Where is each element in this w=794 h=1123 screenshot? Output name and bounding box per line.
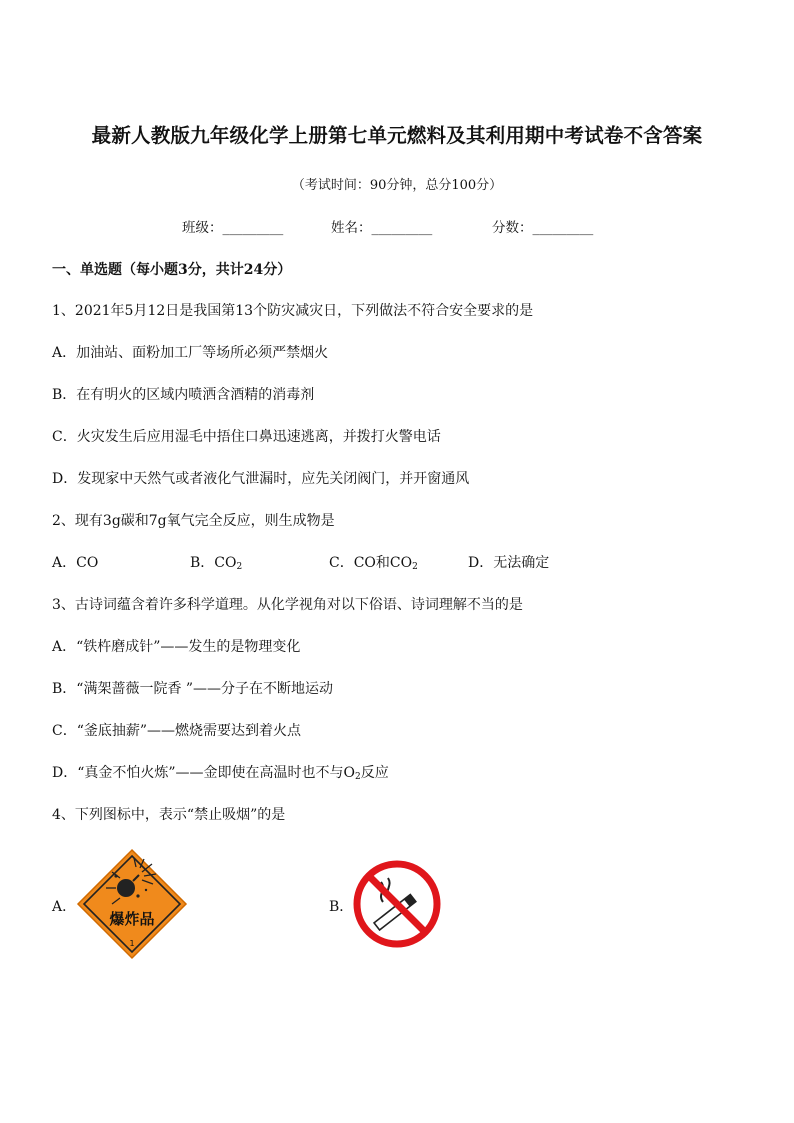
explosive-sign-number: 1 [129, 939, 135, 948]
q1-option-b: B．在有明火的区域内喷洒含酒精的消毒剂 [52, 387, 315, 403]
q4-option-a-label: A． [52, 899, 77, 915]
name-field: 姓名：_________ [331, 220, 433, 236]
q4-stem: 4、下列图标中，表示“禁止吸烟”的是 [52, 807, 286, 823]
explosive-sign-text: 爆炸品 [109, 910, 155, 928]
q3-option-d: D．“真金不怕火炼”——金即使在高温时也不与$O_2$反应 [52, 765, 389, 782]
q2-option-c: C．CO和$CO_2$ [329, 555, 418, 572]
q3-option-a: A．“铁杵磨成针”——发生的是物理变化 [52, 639, 301, 655]
q1-option-c: C．火灾发生后应用湿毛中捂住口鼻迅速逃离，并拨打火警电话 [52, 429, 441, 445]
q2-option-d: D．无法确定 [468, 555, 550, 571]
exam-subtitle: （考试时间：90分钟，总分100分） [291, 178, 503, 193]
q3-option-c: C．“釜底抽薪”——燃烧需要达到着火点 [52, 723, 302, 739]
q2-option-a: A．CO [52, 555, 99, 571]
class-field: 班级：_________ [182, 220, 284, 236]
q3-option-b: B．“满架蔷薇一院香 ”——分子在不断地运动 [52, 681, 334, 697]
q1-option-d: D．发现家中天然气或者液化气泄漏时，应先关闭阀门，并开窗通风 [52, 471, 470, 487]
q4-option-b-label: B． [329, 899, 354, 915]
score-field: 分数：_________ [492, 220, 594, 236]
q1-stem: 1、2021年5月12日是我国第13个防灾减灾日，下列做法不符合安全要求的是 [52, 303, 534, 319]
q1-option-a: A．加油站、面粉加工厂等场所必须严禁烟火 [52, 345, 329, 361]
q3-stem: 3、古诗词蕴含着许多科学道理。从化学视角对以下俗语、诗词理解不当的是 [52, 597, 523, 613]
q2-stem: 2、现有3g碳和7g氧气完全反应，则生成物是 [52, 513, 335, 529]
no-smoking-sign-icon [353, 860, 441, 948]
explosive-sign-icon [76, 848, 188, 960]
page-title: 最新人教版九年级化学上册第七单元燃料及其利用期中考试卷不含答案 [91, 124, 703, 147]
q2-option-b: B．$CO_2$ [190, 555, 243, 572]
section-heading: 一、单选题（每小题3分，共计24分） [52, 262, 292, 278]
